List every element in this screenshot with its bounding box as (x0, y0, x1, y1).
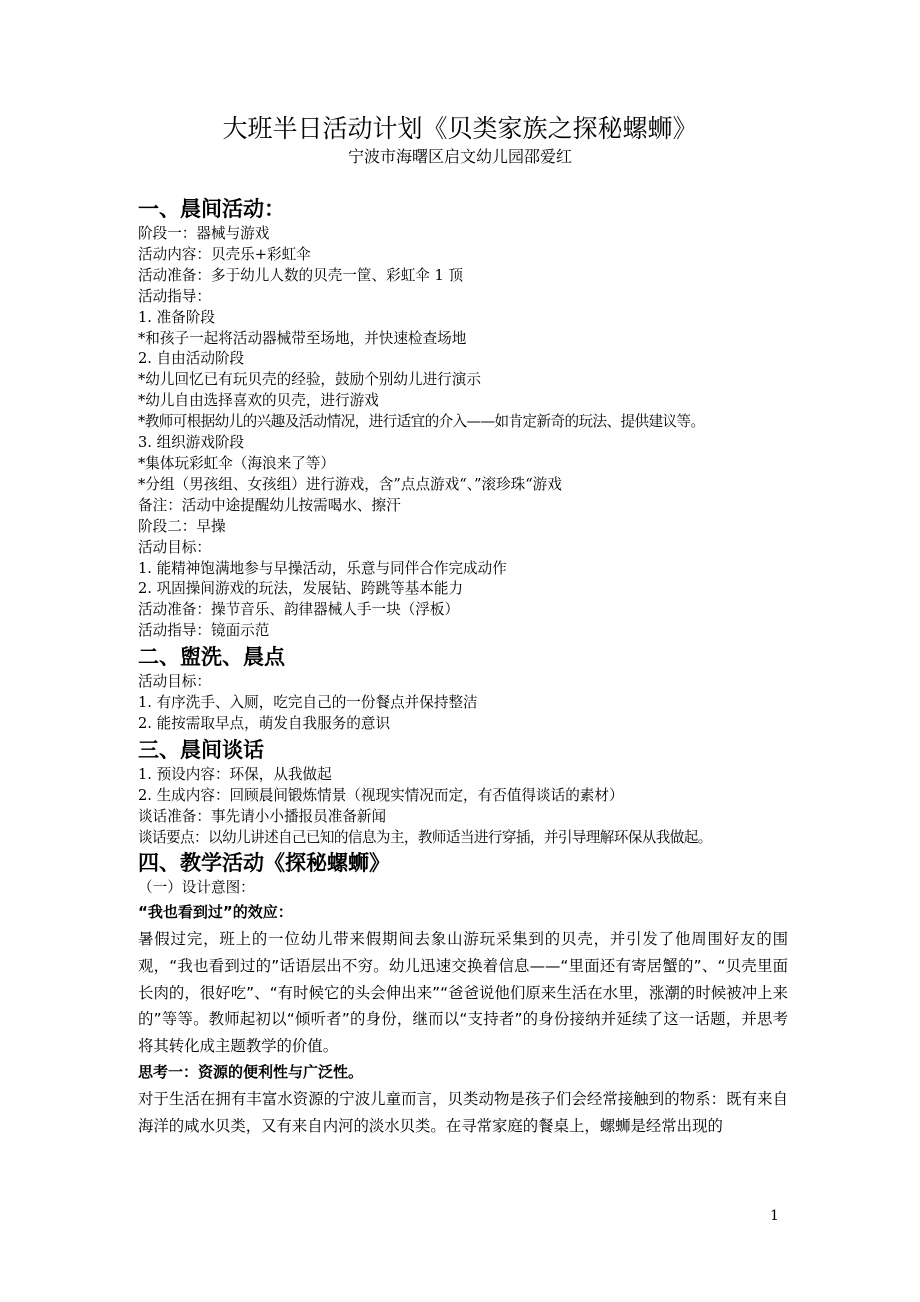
paragraph-background: 暑假过完，班上的一位幼儿带来假期间去象山游玩采集到的贝壳，并引发了他周围好友的围观，“我也看到过的”话语层出不穷。幼儿迅速交换着信息——“里面还有寄居蟹的”、“贝壳里面长肉的，很好吃”、“有时候它的头会伸出来”“爸爸说他们原来生活在水里，涨潮的时候被冲上来的”等等。教师起初以“倾听者”的身份，继而以“支持者”的身份接纳并延续了这一话题，并思考将其转化成主题教学的价值。 (138, 930, 788, 1055)
text-line: *分组（男孩组、女孩组）进行游戏，含”点点游戏“、”滚珍珠“游戏 (138, 475, 562, 493)
text-line: 3. 组织游戏阶段 (138, 434, 245, 452)
text-line: *幼儿回忆已有玩贝壳的经验，鼓励个别幼儿进行演示 (138, 371, 481, 389)
paragraph-resources: 对于生活在拥有丰富水资源的宁波儿童而言，贝类动物是孩子们会经常接触到的物系：既有来自海洋的咸水贝类，又有来自内河的淡水贝类。在寻常家庭的餐桌上，螺蛳是经常出现的 (138, 1090, 788, 1135)
text-line: *幼儿自由选择喜欢的贝壳，进行游戏 (138, 392, 379, 410)
text-line: 1. 准备阶段 (138, 308, 215, 326)
text-line: 1. 预设内容：环保，从我做起 (138, 765, 332, 783)
text-line: 2. 自由活动阶段 (138, 350, 245, 368)
text-line: 活动内容：贝壳乐+彩虹伞 (138, 245, 311, 263)
section-morning-talk-lines (138, 765, 788, 849)
text-line: 阶段二：早操 (138, 517, 226, 535)
text-line: 2. 巩固操间游戏的玩法，发展钻、跨跳等基本能力 (138, 580, 464, 598)
text-line: 活动准备：多于幼儿人数的贝壳一筐、彩虹伞 1 顶 (138, 266, 464, 284)
text-line: 1. 能精神饱满地参与早操活动，乐意与同伴合作完成动作 (138, 559, 507, 577)
bold-heading-effect: “我也看到过”的效应： (138, 903, 293, 922)
text-line: 2. 能按需取早点，萌发自我服务的意识 (138, 714, 391, 732)
text-line: 2. 生成内容：回顾晨间锻炼情景（视现实情况而定，有否值得谈话的素材） (138, 786, 624, 804)
document-body (138, 194, 788, 1140)
section-heading-washing-snack: 二、盥洗、晨点 (138, 645, 285, 670)
text-line: 谈话要点：以幼儿讲述自己已知的信息为主，教师适当进行穿插，并引导理解环保从我做起。 (138, 828, 712, 846)
section-washing-snack-lines (138, 672, 788, 735)
text-line: *和孩子一起将活动器械带至场地，并快速检查场地 (138, 329, 467, 347)
text-line: 活动准备：操节音乐、韵律器械人手一块（浮板） (138, 601, 460, 619)
section-heading-morning-activity: 一、晨间活动： (138, 197, 285, 221)
text-line: 1. 有序洗手、入厕，吃完自己的一份餐点并保持整洁 (138, 694, 478, 712)
bold-heading-thought-one: 思考一：资源的便利性与广泛性。 (138, 1063, 364, 1082)
document-title: 大班半日活动计划《贝类家族之探秘螺蛳》 (222, 114, 698, 143)
text-line: 谈话准备：事先请小小播报员准备新闻 (138, 807, 387, 825)
section-heading-teaching-activity: 四、教学活动《探秘螺蛳》 (138, 851, 390, 876)
subsection-design-intent: （一）设计意图： (138, 879, 255, 897)
section-heading-morning-talk: 三、晨间谈话 (138, 737, 264, 762)
text-line: 备注：活动中途提醒幼儿按需喝水、擦汗 (138, 496, 401, 514)
text-line: 活动指导： (138, 287, 211, 305)
text-line: *教师可根据幼儿的兴趣及活动情况，进行适宜的介入——如肯定新奇的玩法、提供建议等。 (138, 413, 705, 431)
text-line: 活动目标： (138, 673, 211, 691)
document-author: 宁波市海曙区启文幼儿园邵爱红 (347, 147, 572, 166)
page-number: 1 (770, 1208, 779, 1224)
text-line: *集体玩彩虹伞（海浪来了等） (138, 454, 336, 472)
text-line: 阶段一：器械与游戏 (138, 225, 270, 242)
text-line: 活动目标： (138, 538, 211, 556)
section-morning-activity-lines (138, 224, 788, 642)
text-line: 活动指导：镜面示范 (138, 622, 270, 640)
